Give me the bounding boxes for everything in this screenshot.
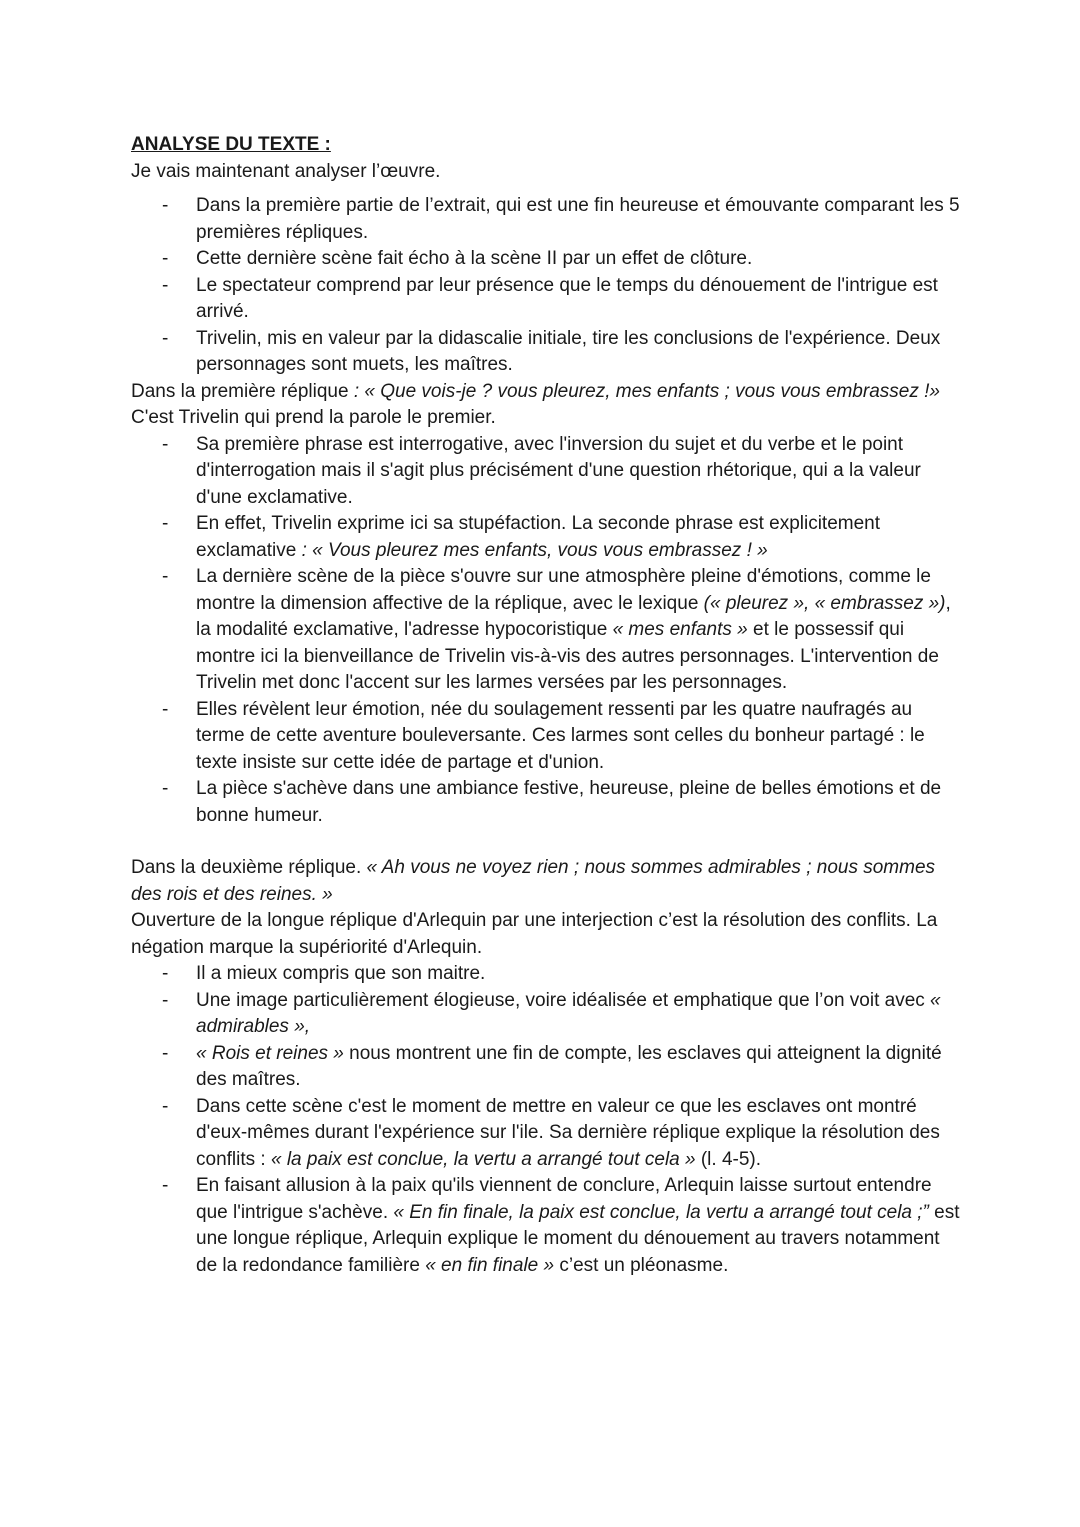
quote: (« pleurez », « embrassez ») [703, 592, 946, 614]
list-item [131, 1094, 961, 1174]
list-item: - Il a mieux compris que son maitre. [131, 961, 961, 988]
list-item: - Le spectateur comprend par leur présence que le temps du dénouement de l'intrigue est arrivé. [131, 273, 961, 326]
list-item-text: La dernière scène de la pièce s'ouvre sur une atmosphère pleine d'émotions, comme le montre la dimension affective de la réplique, avec le lexique [196, 566, 931, 614]
list-item: - Trivelin, mis en valeur par la didascalie initiale, tire les conclusions de l'expérience. Deux personnages sont muets, les maîtres. [131, 326, 961, 379]
list-item-text: Dans cette scène c'est le moment de mettre en valeur ce que les esclaves ont montré d'eux-mêmes durant l'expérience sur l'ile. Sa dernière réplique explique la résolution des conflits : [196, 1095, 940, 1170]
quote: « la paix est conclue, la vertu a arrangé tout cela » [270, 1148, 696, 1170]
analysis-paragraph: Ouverture de la longue réplique d'Arlequin par une interjection c’est la résolution des conflits. La négation marque la supériorité d'Arlequin. [131, 910, 938, 958]
section-heading: ANALYSE DU TEXTE : [131, 134, 331, 155]
lead-text: Dans la première réplique [131, 380, 349, 402]
list-item-text: , la modalité exclamative, l'adresse hypocoristique [196, 592, 951, 640]
first-reply-paragraph [131, 379, 961, 432]
list-item-text: et le possessif qui montre ici la bienveillance de Trivelin vis-à-vis des autres personnages. L'intervention de Trivelin met donc l'accent sur les larmes versées par les personnages. [196, 619, 939, 693]
intro-text: Je vais maintenant analyser l’œuvre. [131, 160, 441, 182]
list-item: - Cette dernière scène fait écho à la scène II par un effet de clôture. [131, 246, 961, 273]
list-item-text: nous montrent une fin de compte, les esclaves qui atteignent la dignité des maîtres. [196, 1042, 942, 1090]
list-item: - Dans la première partie de l’extrait, qui est une fin heureuse et émouvante comparant les 5 premières répliques. [131, 193, 961, 246]
quote: « admirables », [196, 989, 941, 1037]
list-item [131, 1041, 961, 1094]
quote: : « Que vois-je ? vous pleurez, mes enfants ; vous vous embrassez !» [348, 380, 940, 402]
list-item [131, 564, 961, 697]
list-item [131, 1173, 961, 1279]
quote: « en fin finale » [425, 1254, 555, 1276]
list-item-text: est une longue réplique, Arlequin explique le moment du dénouement au travers notamment de la redondance familière [196, 1201, 960, 1276]
quote: « En fin finale, la paix est conclue, la vertu a arrangé tout cela ;” [393, 1201, 929, 1223]
list-item-text: En faisant allusion à la paix qu'ils viennent de conclure, Arlequin laisse surtout entendre que l'intrigue s'achève. [196, 1175, 932, 1223]
list-item-text: c’est un pléonasme. [554, 1254, 729, 1276]
second-reply-paragraph [131, 855, 961, 908]
lead-text: Dans la deuxième réplique. [131, 857, 367, 878]
bullet-list-3 [131, 961, 961, 1279]
bullet-list-1 [131, 193, 961, 379]
line-reference: (l. 4-5). [695, 1148, 762, 1170]
bullet-list-2 [131, 432, 961, 830]
list-item [131, 988, 961, 1041]
list-item [131, 511, 961, 564]
quote: « Ah vous ne voyez rien ; nous sommes admirables ; nous sommes des rois et des reines. » [131, 857, 936, 905]
quote: : « Vous pleurez mes enfants, vous vous embrassez ! » [301, 539, 768, 561]
list-item: - La pièce s'achève dans une ambiance festive, heureuse, pleine de belles émotions et de bonne humeur. [131, 776, 961, 829]
spacer [131, 829, 961, 855]
list-item: - Sa première phrase est interrogative, avec l'inversion du sujet et du verbe et le point d'interrogation mais il s'agit plus précisément d'une question rhétorique, qui a la valeur d'une exclamative. [131, 432, 961, 512]
list-item-text: Une image particulièrement élogieuse, voire idéalisée et emphatique que l’on voit avec [196, 989, 931, 1011]
paragraph-text: C'est Trivelin qui prend la parole le premier. [131, 407, 496, 428]
list-item: - Elles révèlent leur émotion, née du soulagement ressenti par les quatre naufragés au terme de cette aventure bouleversante. Ces larmes sont celles du bonheur partagé : le texte insiste sur cette idée de partage et d'union. [131, 697, 961, 777]
document-page [131, 132, 961, 1279]
list-item-text: En effet, Trivelin exprime ici sa stupéfaction. La seconde phrase est explicitement exclamative [196, 513, 881, 561]
quote: « mes enfants » [612, 619, 748, 640]
quote: « Rois et reines » [196, 1042, 344, 1064]
